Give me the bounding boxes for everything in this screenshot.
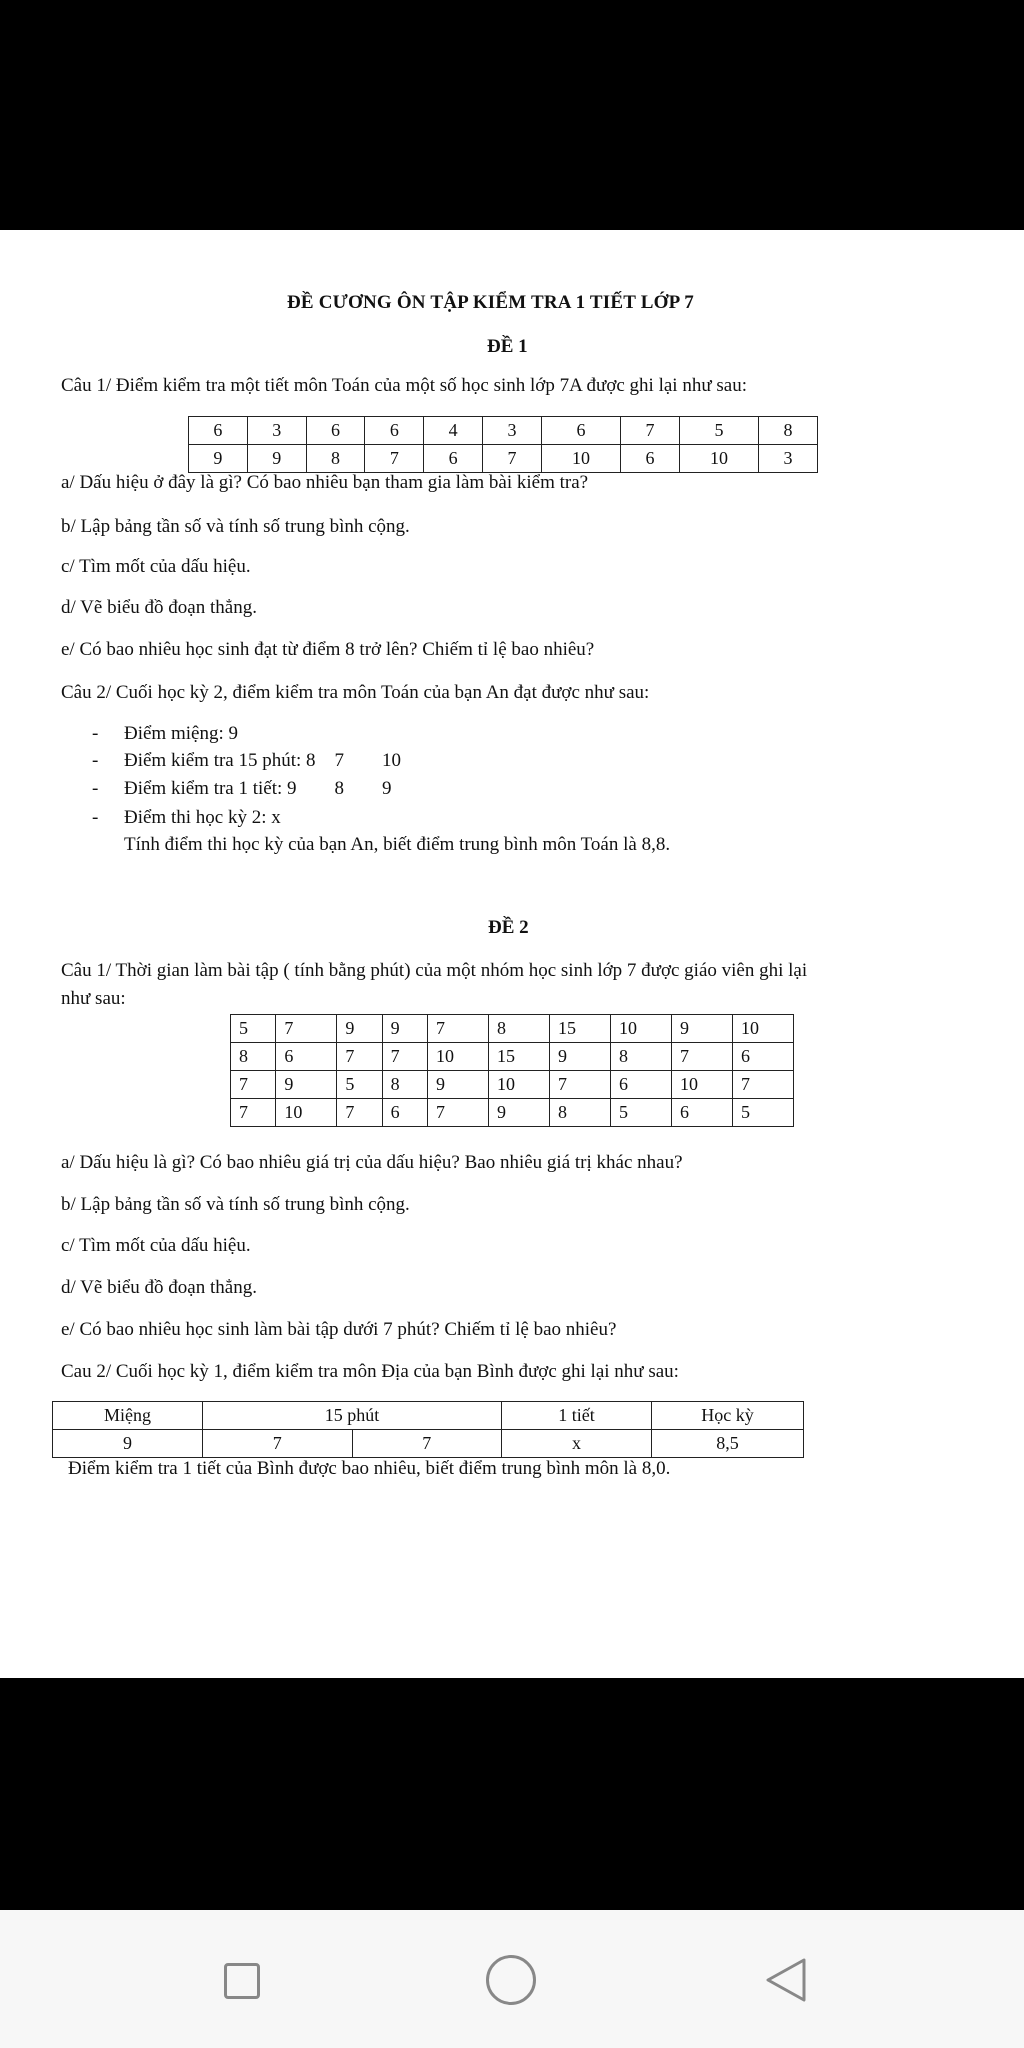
- bottom-black-bar: [0, 1678, 1024, 1910]
- table-cell: 6: [671, 1099, 732, 1127]
- table-cell: 7: [549, 1071, 610, 1099]
- table-cell: 15: [549, 1015, 610, 1043]
- de1-question-c: c/ Tìm mốt của dấu hiệu.: [61, 556, 251, 577]
- table-cell: 8,5: [652, 1430, 804, 1458]
- table-row: [231, 1043, 794, 1071]
- table-cell: 10: [488, 1071, 549, 1099]
- de1-question-a: a/ Dấu hiệu ở đây là gì? Có bao nhiêu bạn tham gia làm bài kiểm tra?: [61, 472, 589, 493]
- de2-question-c: c/ Tìm mốt của dấu hiệu.: [61, 1235, 251, 1256]
- table-cell: 7: [337, 1099, 382, 1127]
- de1-question-e: e/ Có bao nhiêu học sinh đạt từ điểm 8 trở lên? Chiếm tỉ lệ bao nhiêu?: [61, 639, 595, 660]
- table-cell: 9: [488, 1099, 549, 1127]
- table-cell: 6: [276, 1043, 337, 1071]
- table-row: [189, 417, 818, 445]
- de1-bullet: - Điểm kiểm tra 1 tiết: 9 8 9: [92, 778, 392, 799]
- table-cell: 4: [424, 417, 483, 445]
- table-cell: 10: [541, 445, 620, 473]
- table-cell: x: [502, 1430, 652, 1458]
- table-cell: 5: [679, 417, 758, 445]
- table-row: [231, 1015, 794, 1043]
- table-row: [189, 445, 818, 473]
- table-row: [53, 1402, 804, 1430]
- table-row: [231, 1099, 794, 1127]
- triangle-back-icon[interactable]: [760, 1954, 812, 2006]
- table-cell: 10: [679, 445, 758, 473]
- table-cell: 10: [610, 1015, 671, 1043]
- de2-cau2-question: Điểm kiểm tra 1 tiết của Bình được bao nhiêu, biết điểm trung bình môn là 8,0.: [68, 1458, 671, 1479]
- document-title: ĐỀ CƯƠNG ÔN TẬP KIỂM TRA 1 TIẾT LỚP 7: [287, 292, 695, 313]
- header-cell: Học kỳ: [652, 1402, 804, 1430]
- table-cell: 7: [276, 1015, 337, 1043]
- table-cell: 3: [483, 417, 542, 445]
- table-cell: 9: [549, 1043, 610, 1071]
- circle-icon[interactable]: [486, 1955, 536, 2005]
- table-cell: 9: [427, 1071, 488, 1099]
- square-icon[interactable]: [224, 1963, 260, 1999]
- table-cell: 6: [610, 1071, 671, 1099]
- de1-cau2-question: Tính điểm thi học kỳ của bạn An, biết điểm trung bình môn Toán là 8,8.: [124, 834, 671, 855]
- table-cell: 10: [671, 1071, 732, 1099]
- table-row: [53, 1430, 804, 1458]
- table-cell: 6: [621, 445, 680, 473]
- table-cell: 7: [382, 1043, 427, 1071]
- de2-cau1-intro-line2: như sau:: [61, 988, 126, 1009]
- de2-question-b: b/ Lập bảng tần số và tính số trung bình cộng.: [61, 1194, 410, 1215]
- de2-heading: ĐỀ 2: [488, 917, 529, 938]
- bullet-text: Điểm kiểm tra 1 tiết: 9 8 9: [124, 778, 392, 799]
- de1-bullet: - Điểm thi học kỳ 2: x: [92, 807, 281, 828]
- table-cell: 8: [549, 1099, 610, 1127]
- table-cell: 8: [610, 1043, 671, 1071]
- de1-cau1-intro: Câu 1/ Điểm kiểm tra một tiết môn Toán của một số học sinh lớp 7A được ghi lại như sau:: [61, 375, 747, 396]
- table-cell: 5: [231, 1015, 276, 1043]
- table-cell: 6: [382, 1099, 427, 1127]
- top-black-bar: [0, 0, 1024, 230]
- de2-question-a: a/ Dấu hiệu là gì? Có bao nhiêu giá trị của dấu hiệu? Bao nhiêu giá trị khác nhau?: [61, 1152, 683, 1173]
- table-cell: 9: [276, 1071, 337, 1099]
- bullet-text: Điểm kiểm tra 15 phút: 8 7 10: [124, 750, 402, 771]
- table-cell: 8: [382, 1071, 427, 1099]
- table-cell: 10: [276, 1099, 337, 1127]
- table-cell: 10: [732, 1015, 793, 1043]
- table-cell: 7: [231, 1071, 276, 1099]
- table-cell: 6: [365, 417, 424, 445]
- bullet-text: Điểm miệng: 9: [124, 723, 238, 744]
- table-cell: 7: [732, 1071, 793, 1099]
- table-cell: 7: [671, 1043, 732, 1071]
- table-cell: 15: [488, 1043, 549, 1071]
- table-cell: 3: [247, 417, 306, 445]
- table-cell: 7: [621, 417, 680, 445]
- table-cell: 7: [427, 1015, 488, 1043]
- table-cell: 6: [732, 1043, 793, 1071]
- de2-question-e: e/ Có bao nhiêu học sinh làm bài tập dưới 7 phút? Chiếm tỉ lệ bao nhiêu?: [61, 1319, 617, 1340]
- table-cell: 6: [424, 445, 483, 473]
- table-cell: 9: [189, 445, 248, 473]
- table-cell: 7: [365, 445, 424, 473]
- table-cell: 9: [382, 1015, 427, 1043]
- table-cell: 7: [483, 445, 542, 473]
- table-cell: 7: [337, 1043, 382, 1071]
- de2-cau1-intro-line1: Câu 1/ Thời gian làm bài tập ( tính bằng phút) của một nhóm học sinh lớp 7 được giáo viên ghi lại: [61, 960, 808, 981]
- table-cell: 8: [231, 1043, 276, 1071]
- header-cell: 15 phút: [203, 1402, 502, 1430]
- table-cell: 7: [352, 1430, 502, 1458]
- table-cell: 8: [306, 445, 365, 473]
- table-row: [231, 1071, 794, 1099]
- table-cell: 3: [759, 445, 818, 473]
- table-cell: 9: [247, 445, 306, 473]
- table-cell: 8: [759, 417, 818, 445]
- table-cell: 9: [671, 1015, 732, 1043]
- table-cell: 6: [541, 417, 620, 445]
- table-cell: 9: [337, 1015, 382, 1043]
- de2-time-table: [230, 1014, 794, 1127]
- de1-question-b: b/ Lập bảng tần số và tính số trung bình cộng.: [61, 516, 410, 537]
- table-cell: 7: [231, 1099, 276, 1127]
- table-cell: 7: [427, 1099, 488, 1127]
- table-cell: 5: [610, 1099, 671, 1127]
- de1-cau2-intro: Câu 2/ Cuối học kỳ 2, điểm kiểm tra môn Toán của bạn An đạt được như sau:: [61, 682, 650, 703]
- table-cell: 8: [488, 1015, 549, 1043]
- table-cell: 5: [732, 1099, 793, 1127]
- de1-heading: ĐỀ 1: [487, 336, 528, 357]
- de1-bullet: - Điểm kiểm tra 15 phút: 8 7 10: [92, 750, 402, 771]
- de2-question-d: d/ Vẽ biểu đồ đoạn thẳng.: [61, 1277, 257, 1298]
- de2-grade-table: [52, 1401, 804, 1458]
- de1-question-d: d/ Vẽ biểu đồ đoạn thẳng.: [61, 597, 257, 618]
- table-cell: 6: [189, 417, 248, 445]
- header-cell: 1 tiết: [502, 1402, 652, 1430]
- table-cell: 9: [53, 1430, 203, 1458]
- de1-bullet: - Điểm miệng: 9: [92, 723, 238, 744]
- header-cell: Miệng: [53, 1402, 203, 1430]
- table-cell: 5: [337, 1071, 382, 1099]
- bullet-text: Điểm thi học kỳ 2: x: [124, 807, 281, 828]
- table-cell: 7: [203, 1430, 353, 1458]
- table-cell: 6: [306, 417, 365, 445]
- de1-score-table: [188, 416, 818, 473]
- table-cell: 10: [427, 1043, 488, 1071]
- de2-cau2-intro: Cau 2/ Cuối học kỳ 1, điểm kiểm tra môn Địa của bạn Bình được ghi lại như sau:: [61, 1361, 679, 1382]
